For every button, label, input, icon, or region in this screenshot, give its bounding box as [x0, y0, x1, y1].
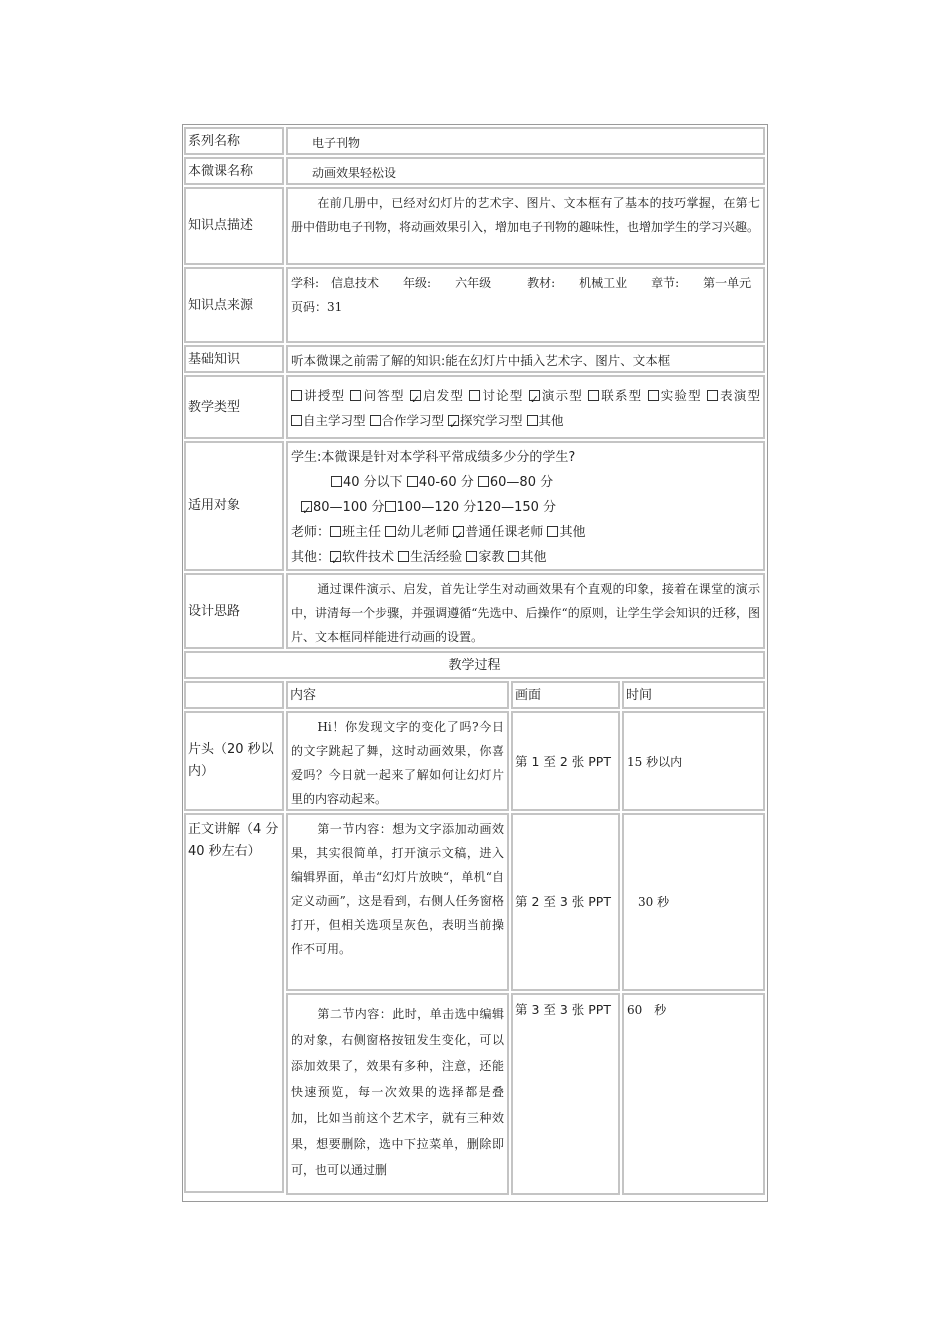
- option-0[interactable]: [330, 525, 381, 540]
- lesson-label: 本微课名称: [184, 157, 284, 185]
- option-0[interactable]: [301, 500, 385, 515]
- option-label: 问答型: [362, 388, 405, 403]
- header-time: 时间: [622, 681, 765, 709]
- section2-screen: 第 3 至 3 张 PPT: [511, 993, 620, 1195]
- teacher-label: 老师：: [291, 525, 331, 540]
- option-label: 普通任课老师: [465, 525, 544, 540]
- option-label: 60—80 分: [489, 475, 554, 490]
- checkbox-icon[interactable]: [385, 501, 396, 512]
- section2-time: 60 秒: [622, 993, 765, 1195]
- lesson-table: [182, 124, 768, 1202]
- option-2[interactable]: [410, 388, 464, 403]
- source-line2: 页码：31: [291, 300, 343, 314]
- opening-content: Hi！你发现文字的变化了吗?今日的文字跳起了舞，这时动画效果，你喜爱吗？今日就一起来了解如何让幻灯片里的内容动起来。: [286, 711, 509, 811]
- option-label: 表演型: [718, 388, 761, 403]
- source-value: [286, 267, 765, 343]
- section1-screen: 第 2 至 3 张 PPT: [511, 813, 620, 991]
- checkbox-icon[interactable]: [547, 526, 558, 537]
- checkbox-icon[interactable]: [588, 390, 599, 401]
- stage-opening: 片头（20 秒以内）: [184, 711, 284, 811]
- option-label: 其他: [520, 550, 547, 565]
- section2-content: 第二节内容：此时，单击选中编辑的对象，右侧窗格按钮发生变化，可以添加效果了，效果有多种，注意，还能快速预览，每一次效果的选择都是叠加，比如当前这个艺术字，就有三种效果，想要删除，选中下拉菜单，删除即可，也可以通过删: [286, 993, 509, 1195]
- checkbox-icon[interactable]: [527, 415, 538, 426]
- teach-type-options: [286, 375, 765, 439]
- option-2[interactable]: [453, 525, 543, 540]
- option-label: 班主任: [342, 525, 382, 540]
- design-value: 通过课件演示、启发，首先让学生对动画效果有个直观的印象，接着在课堂的演示中，讲清每一个步骤，并强调遵循“先选中、后操作“的原则，让学生学会知识的迁移，图片、文本框同样能进行动画的设置。: [286, 573, 765, 649]
- checkbox-icon[interactable]: [330, 526, 341, 537]
- option-label: 幼儿老师: [397, 525, 450, 540]
- checked-checkbox-icon[interactable]: [410, 390, 421, 401]
- checkbox-icon[interactable]: [407, 476, 418, 487]
- option-2[interactable]: [478, 475, 553, 490]
- option-label: 40 分以下: [343, 475, 403, 490]
- checkbox-icon[interactable]: [398, 551, 409, 562]
- option-3[interactable]: [508, 550, 546, 565]
- header-content: 内容: [286, 681, 509, 709]
- checked-checkbox-icon[interactable]: [448, 415, 459, 426]
- series-value: 电子刊物: [286, 127, 765, 155]
- option-label: 启发型: [421, 388, 465, 403]
- lesson-value: 动画效果轻松设: [286, 157, 765, 185]
- section1-time: 30 秒: [622, 813, 765, 991]
- option-11[interactable]: [527, 413, 564, 428]
- option-3[interactable]: [469, 388, 523, 403]
- stage-main: 正文讲解（4 分 40 秒左右）: [184, 813, 284, 1193]
- other-label: 其他：: [291, 550, 331, 565]
- option-10[interactable]: [448, 413, 523, 428]
- basic-value: 听本微课之前需了解的知识:能在幻灯片中插入艺术字、图片、文本框: [286, 345, 765, 373]
- opening-time: 15 秒以内: [622, 711, 765, 811]
- option-label: 家教: [478, 550, 505, 565]
- checkbox-icon[interactable]: [478, 476, 489, 487]
- checkbox-icon[interactable]: [291, 390, 302, 401]
- option-1[interactable]: [407, 475, 474, 490]
- option-2[interactable]: [476, 500, 556, 515]
- checkbox-icon[interactable]: [707, 390, 718, 401]
- checked-checkbox-icon[interactable]: [529, 390, 540, 401]
- option-label: 其他: [559, 525, 586, 540]
- option-label: 讨论型: [481, 388, 524, 403]
- knowledge-value: 在前几册中，已经对幻灯片的艺术字、图片、文本框有了基本的技巧掌握，在第七册中借助电子刊物，将动画效果引入，增加电子刊物的趣味性，也增加学生的学习兴趣。: [286, 187, 765, 265]
- option-3[interactable]: [547, 525, 585, 540]
- option-1[interactable]: [385, 500, 477, 515]
- audience-value: [286, 441, 765, 571]
- option-9[interactable]: [370, 413, 445, 428]
- score-options-row1: [291, 470, 760, 495]
- option-label: 120—150 分: [476, 500, 557, 515]
- checked-checkbox-icon[interactable]: [301, 501, 312, 512]
- checkbox-icon[interactable]: [466, 551, 477, 562]
- option-0[interactable]: [331, 475, 403, 490]
- source-line1: 学科: 信息技术 年级: 六年级 教材: 机械工业 章节: 第一单元: [291, 276, 752, 290]
- option-label: 实验型: [659, 388, 702, 403]
- option-2[interactable]: [466, 550, 504, 565]
- opening-screen: 第 1 至 2 张 PPT: [511, 711, 620, 811]
- design-label: 设计思路: [184, 573, 284, 649]
- audience-label: 适用对象: [184, 441, 284, 571]
- option-4[interactable]: [529, 388, 583, 403]
- option-1[interactable]: [398, 550, 462, 565]
- header-blank: [184, 681, 284, 709]
- option-label: 自主学习型: [303, 413, 366, 428]
- checkbox-icon[interactable]: [508, 551, 519, 562]
- option-label: 探究学习型: [460, 413, 523, 428]
- option-1[interactable]: [350, 388, 404, 403]
- section1-content: 第一节内容：想为文字添加动画效果，其实很简单，打开演示文稿，进入编辑界面，单击“幻灯片放映“，单机“自定义动画”，这是看到，右侧人任务窗格打开，但相关选项呈灰色，表明当前操作不可用。: [286, 813, 509, 991]
- option-label: 生活经验: [410, 550, 463, 565]
- option-5[interactable]: [588, 388, 642, 403]
- other-options: [291, 545, 760, 570]
- teach-type-label: 教学类型: [184, 375, 284, 439]
- checkbox-icon[interactable]: [648, 390, 659, 401]
- knowledge-label: 知识点描述: [184, 187, 284, 265]
- checkbox-icon[interactable]: [331, 476, 342, 487]
- option-label: 演示型: [540, 388, 583, 403]
- option-6[interactable]: [648, 388, 702, 403]
- checked-checkbox-icon[interactable]: [453, 526, 464, 537]
- process-title: 教学过程: [184, 651, 765, 679]
- checkbox-icon[interactable]: [291, 415, 302, 426]
- basic-label: 基础知识: [184, 345, 284, 373]
- checked-checkbox-icon[interactable]: [330, 551, 341, 562]
- option-8[interactable]: [291, 413, 366, 428]
- option-0[interactable]: [330, 550, 394, 565]
- checkbox-icon[interactable]: [370, 415, 381, 426]
- option-label: 其他: [538, 413, 564, 428]
- header-screen: 画面: [511, 681, 620, 709]
- student-question: 学生:本微课是针对本学科平常成绩多少分的学生?: [291, 450, 576, 465]
- teacher-options: [291, 520, 760, 545]
- option-label: 合作学习型: [381, 413, 445, 428]
- option-label: 40-60 分: [418, 475, 474, 490]
- option-1[interactable]: [385, 525, 449, 540]
- checkbox-icon[interactable]: [469, 390, 480, 401]
- score-options-row2: [291, 495, 760, 520]
- option-label: 讲授型: [303, 388, 346, 403]
- option-label: 联系型: [600, 388, 643, 403]
- series-label: 系列名称: [184, 127, 284, 155]
- option-label: 软件技术: [342, 550, 395, 565]
- option-label: 80—100 分: [313, 500, 385, 515]
- option-7[interactable]: [707, 388, 760, 403]
- checkbox-icon[interactable]: [350, 390, 361, 401]
- source-label: 知识点来源: [184, 267, 284, 343]
- checkbox-icon[interactable]: [385, 526, 396, 537]
- option-0[interactable]: [291, 388, 345, 403]
- option-label: 100—120 分: [396, 500, 477, 515]
